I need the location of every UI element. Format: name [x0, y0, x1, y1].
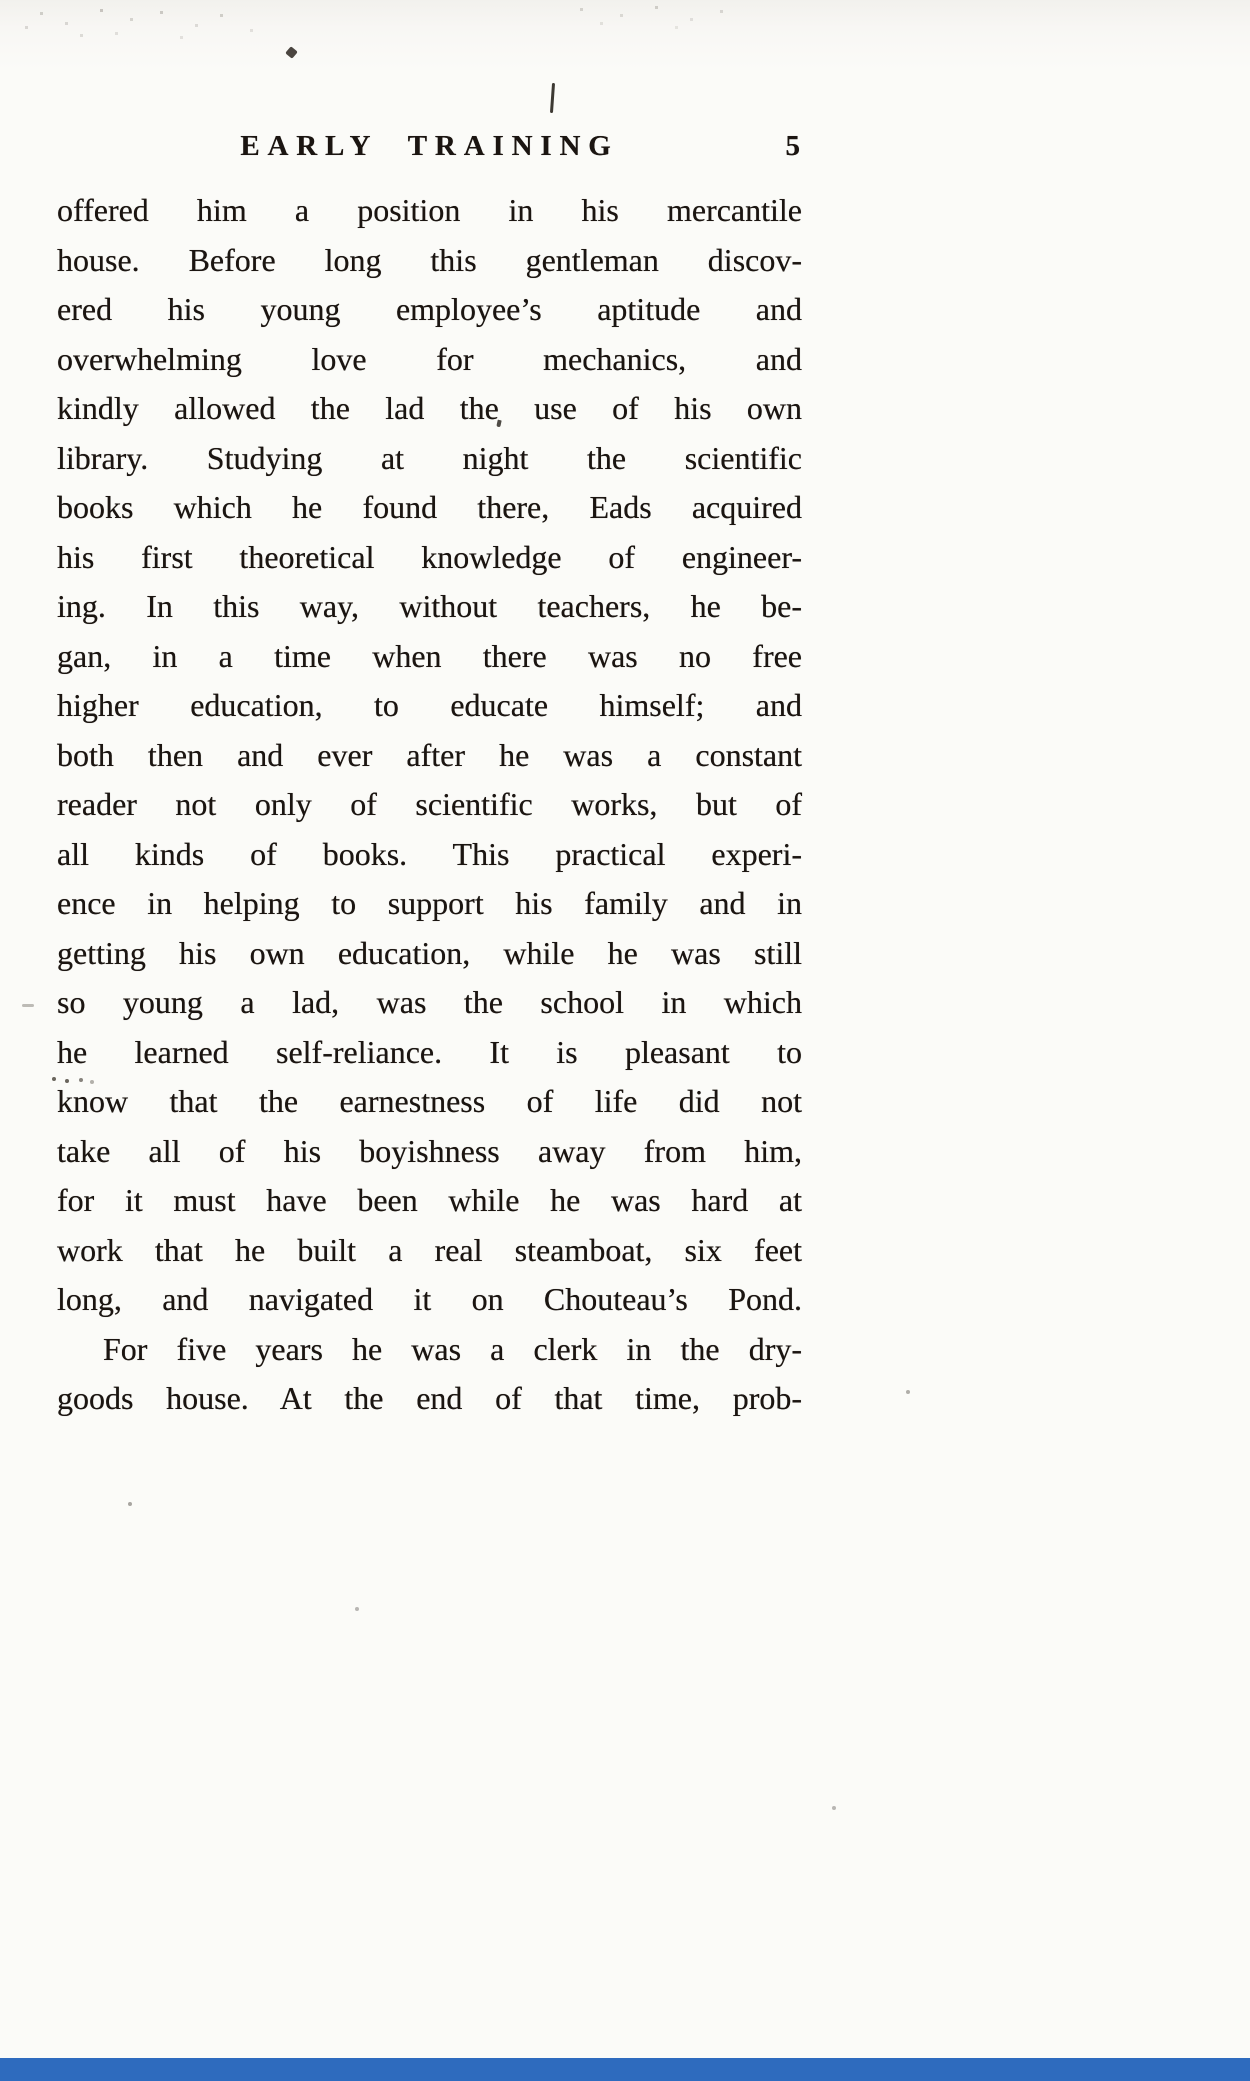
text-line: gan, in a time when there was no free [57, 637, 802, 674]
text-line: so young a lad, was the school in which [57, 984, 802, 1020]
scan-artifact-dot [355, 1607, 359, 1611]
text-line: offered him a position in his mercantile [57, 192, 802, 228]
scan-artifact-dot [906, 1390, 910, 1394]
page-number: 5 [785, 130, 800, 162]
text-line: his first theoretical knowledge of engineer- [57, 538, 802, 575]
scan-artifact-dash [22, 1004, 34, 1007]
text-line: ing. In this way, without teachers, he be- [57, 588, 802, 624]
text-line: house. Before long this gentleman discov- [57, 241, 802, 278]
chapter-title: EARLY TRAINING [240, 130, 619, 162]
page-header [57, 126, 802, 166]
text-line: higher education, to educate himself; and [57, 687, 802, 723]
scan-artifact-tick [550, 83, 555, 113]
scan-artifact-dots [52, 1077, 56, 1081]
text-line: ered his young employee’s aptitude and [57, 291, 802, 327]
text-line: all kinds of books. This practical experi- [57, 835, 802, 872]
text-line: library. Studying at night the scientific [57, 439, 802, 476]
text-line: kindly allowed the lad the use of his own [57, 390, 802, 426]
text-line: getting his own education, while he was still [57, 934, 802, 971]
scan-artifact-dot [128, 1502, 132, 1506]
scan-artifact-speck [285, 46, 298, 59]
text-line: he learned self-reliance. It is pleasant to [57, 1033, 802, 1070]
scan-noise-top-right [560, 2, 563, 5]
text-line: ence in helping to support his family and in [57, 885, 802, 921]
bottom-blue-bar [0, 2058, 1250, 2081]
text-line: know that the earnestness of life did not [57, 1083, 802, 1119]
text-line: For five years he was a clerk in the dry- [103, 1330, 802, 1367]
body-text [57, 186, 802, 1424]
text-line: overwhelming love for mechanics, and [57, 340, 802, 377]
text-line: long, and navigated it on Chouteau’s Pond. [57, 1281, 802, 1317]
text-line: work that he built a real steamboat, six feet [57, 1231, 802, 1268]
text-line: take all of his boyishness away from him, [57, 1132, 802, 1169]
text-line: for it must have been while he was hard at [57, 1182, 802, 1218]
text-line: reader not only of scientific works, but of [57, 786, 802, 822]
text-line: books which he found there, Eads acquired [57, 489, 802, 525]
text-line: both then and ever after he was a constant [57, 736, 802, 773]
text-line: goods house. At the end of that time, prob- [57, 1380, 802, 1416]
scan-noise-top-left [10, 4, 13, 7]
scan-artifact-dot [832, 1806, 836, 1810]
